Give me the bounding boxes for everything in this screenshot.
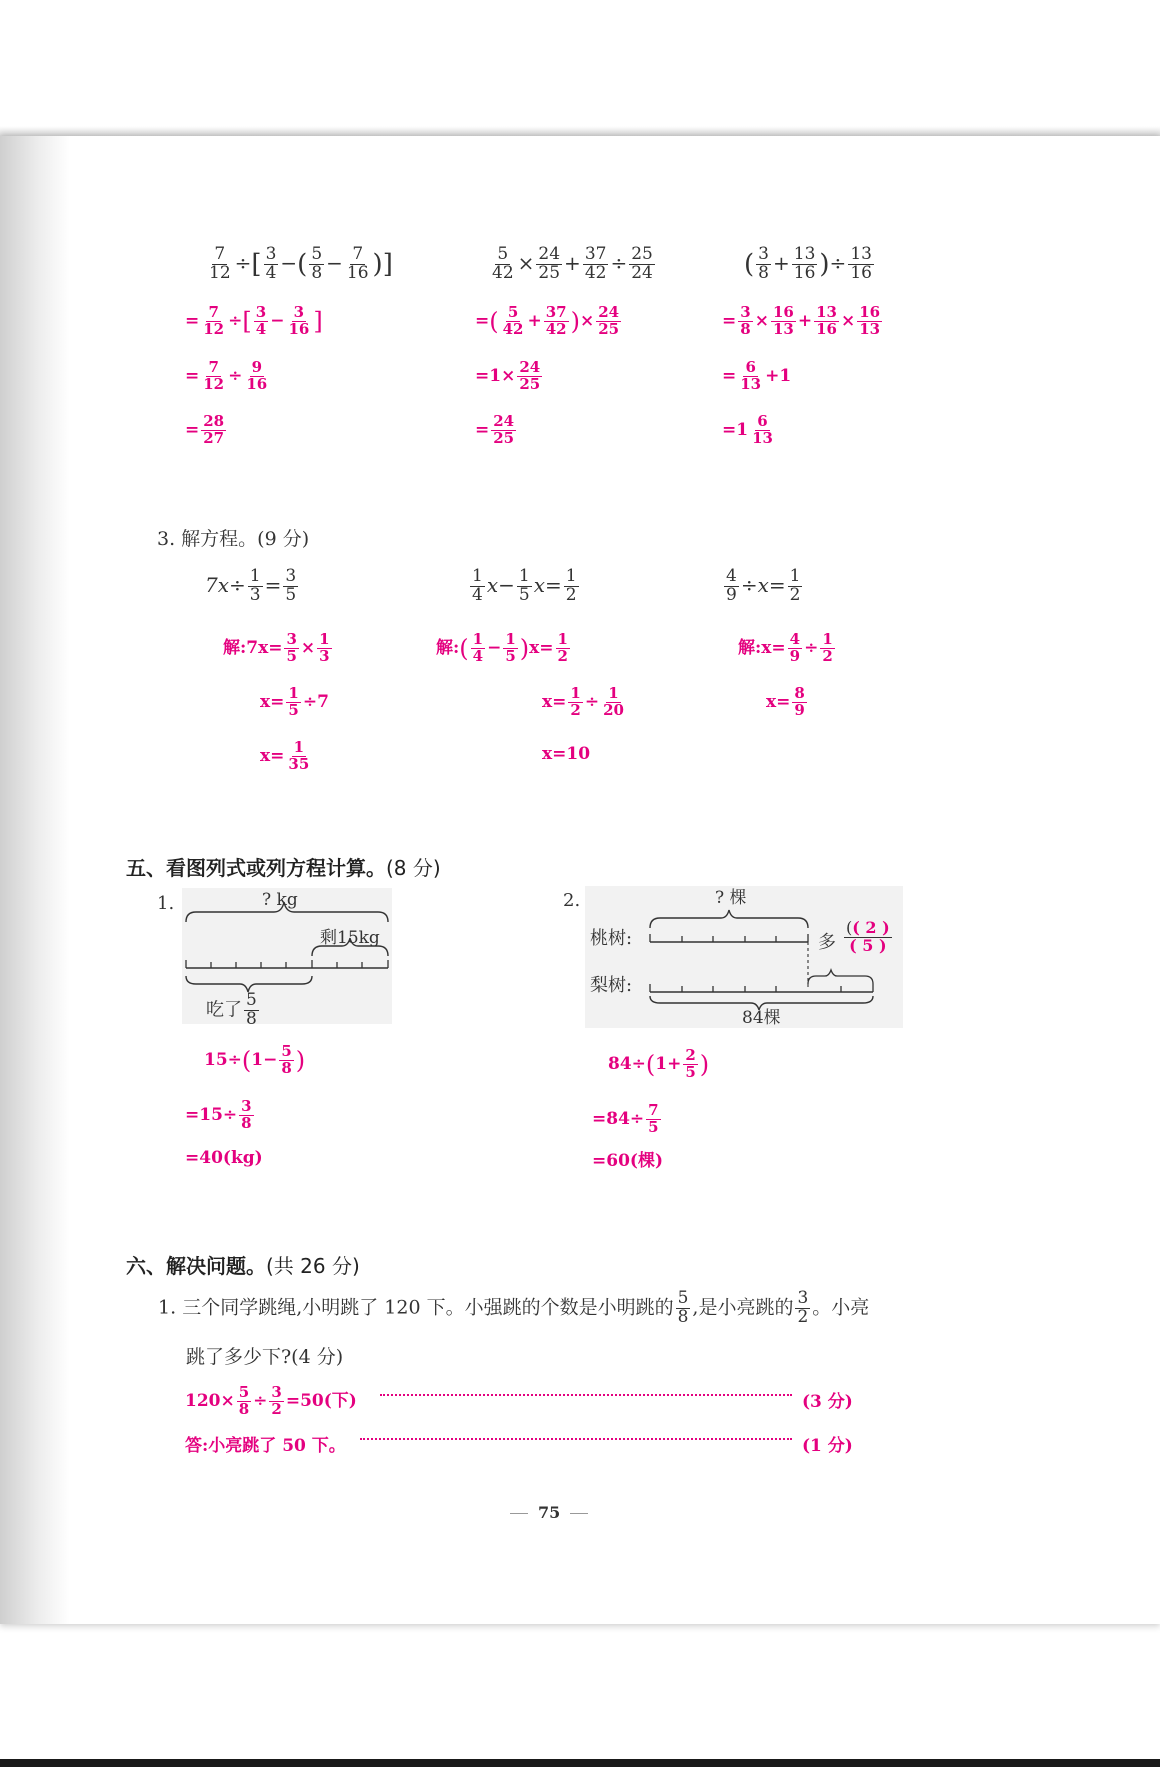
s6-q1-answer-sentence: 答:小亮跳了 50 下。 xyxy=(185,1436,346,1456)
s5-q2-more-fraction: $\frac{(( 2 )}{( 5 )}$ xyxy=(846,918,890,955)
equation-1-expression: 7x÷ $\frac{1}{3}$ = $\frac{3}{5}$ xyxy=(205,566,297,605)
equation-2-step-3: x=10 xyxy=(542,744,591,764)
s5-q2-total-label: ? 棵 xyxy=(715,888,747,908)
section-5-heading: 五、看图列式或列方程计算。(8 分) xyxy=(126,856,441,880)
calc-problem-1-step-3: = $\frac{28}{27}$ xyxy=(185,412,225,447)
page-spine-shadow xyxy=(0,136,70,1624)
s5-q2-peach-label: 桃树: xyxy=(590,928,633,949)
bottom-bar xyxy=(0,1759,1160,1767)
equation-2-expression: $\frac{1}{4}$ x− $\frac{1}{5}$ x= $\frac{1}{2}$ xyxy=(472,566,577,605)
s6-q1-leader-2 xyxy=(360,1438,792,1440)
s5-q1-number: 1. xyxy=(157,893,175,914)
calc-problem-3-expression: ( $\frac{3}{8}$ + $\frac{13}{16}$ )÷ $\frac{13}{16}$ xyxy=(744,244,872,283)
equation-1-step-2: x= $\frac{1}{5}$ ÷7 xyxy=(260,684,329,719)
s6-q1-line-2: 跳了多少下?(4 分) xyxy=(186,1346,344,1368)
s5-q1-total-label: ? kg xyxy=(262,890,298,910)
s6-q1-answer-formula: 120× $\frac{5}{8}$ ÷ $\frac{3}{2}$ =50(下) xyxy=(185,1383,357,1418)
page-number-dash-right xyxy=(570,1513,588,1514)
equation-1-step-3: x= $\frac{1}{35}$ xyxy=(260,738,310,773)
equation-2-step-2: x= $\frac{1}{2}$ ÷ $\frac{1}{20}$ xyxy=(542,684,624,719)
calc-problem-3-step-1: = $\frac{3}{8}$ × $\frac{16}{13}$ + $\frac{13}{16}$ × $\frac{16}{13}$ xyxy=(722,303,881,338)
s5-q2-step-3: =60(棵) xyxy=(592,1151,663,1171)
page-number-dash-left xyxy=(510,1513,528,1514)
section-6-heading: 六、解决问题。(共 26 分) xyxy=(126,1254,360,1278)
calc-problem-2-step-1: =( $\frac{5}{42}$ + $\frac{37}{42}$ )× $\frac{24}{25}$ xyxy=(475,303,620,338)
equation-3-step-2: x= $\frac{8}{9}$ xyxy=(766,684,805,719)
s5-q2-pear-label: 梨树: xyxy=(590,975,633,996)
s5-q1-step-2: =15÷ $\frac{3}{8}$ xyxy=(185,1097,252,1132)
s5-q1-remain-label: 剩15kg xyxy=(320,928,380,948)
s5-q1-ate-label: 吃了 $\frac{5}{8}$ xyxy=(206,990,257,1029)
equation-2-step-1: 解:( $\frac{1}{4}$ − $\frac{1}{5}$ )x= $\frac{1}{2}$ xyxy=(436,630,568,665)
calc-problem-1-step-1: = $\frac{7}{12}$ ÷[ $\frac{3}{4}$ − $\frac{3}{16}$ ] xyxy=(185,303,323,338)
s5-q2-step-2: =84÷ $\frac{7}{5}$ xyxy=(592,1101,659,1136)
calc-problem-3-step-3: =1 $\frac{6}{13}$ xyxy=(722,412,773,447)
equation-3-step-1: 解:x= $\frac{4}{9}$ ÷ $\frac{1}{2}$ xyxy=(738,630,833,665)
s6-q1-line-1: 1. 三个同学跳绳,小明跳了 120 下。小强跳的个数是小明跳的 $\frac{5}{8}$ ,是小亮跳的 $\frac{3}{2}$ 。小亮 xyxy=(158,1288,870,1327)
s6-q1-score-1: (3 分) xyxy=(802,1392,853,1412)
s5-q2-more-label: 多 xyxy=(818,932,836,953)
calc-problem-2-expression: $\frac{5}{42}$ × $\frac{24}{25}$ + $\frac{37}{42}$ ÷ $\frac{25}{24}$ xyxy=(492,244,653,283)
s6-q1-score-2: (1 分) xyxy=(802,1436,853,1456)
calc-problem-3-step-2: = $\frac{6}{13}$ +1 xyxy=(722,358,792,393)
calc-problem-2-step-3: = $\frac{24}{25}$ xyxy=(475,412,515,447)
calc-problem-2-step-2: =1× $\frac{24}{25}$ xyxy=(475,358,541,393)
s5-q1-step-3: =40(kg) xyxy=(185,1148,263,1168)
s5-q2-number: 2. xyxy=(563,890,581,911)
s5-q2-step-1: 84÷(1+ $\frac{2}{5}$ ) xyxy=(608,1046,710,1081)
equations-title: 3. 解方程。(9 分) xyxy=(157,528,310,550)
s5-q2-segment-diagram xyxy=(645,900,905,1010)
s5-q2-pear-total: 84棵 xyxy=(742,1008,781,1028)
calc-problem-1-expression: $\frac{7}{12}$ ÷[ $\frac{3}{4}$ −( $\frac{5}{8}$ − $\frac{7}{16}$ )] xyxy=(209,244,393,283)
calc-problem-1-step-2: = $\frac{7}{12}$ ÷ $\frac{9}{16}$ xyxy=(185,358,268,393)
equation-3-expression: $\frac{4}{9}$ ÷x= $\frac{1}{2}$ xyxy=(726,566,801,605)
page-number: 75 xyxy=(500,1503,598,1522)
s5-q1-step-1: 15÷(1− $\frac{5}{8}$ ) xyxy=(204,1042,306,1077)
equation-1-step-1: 解:7x= $\frac{3}{5}$ × $\frac{1}{3}$ xyxy=(223,630,330,665)
s6-q1-leader-1 xyxy=(380,1394,792,1396)
